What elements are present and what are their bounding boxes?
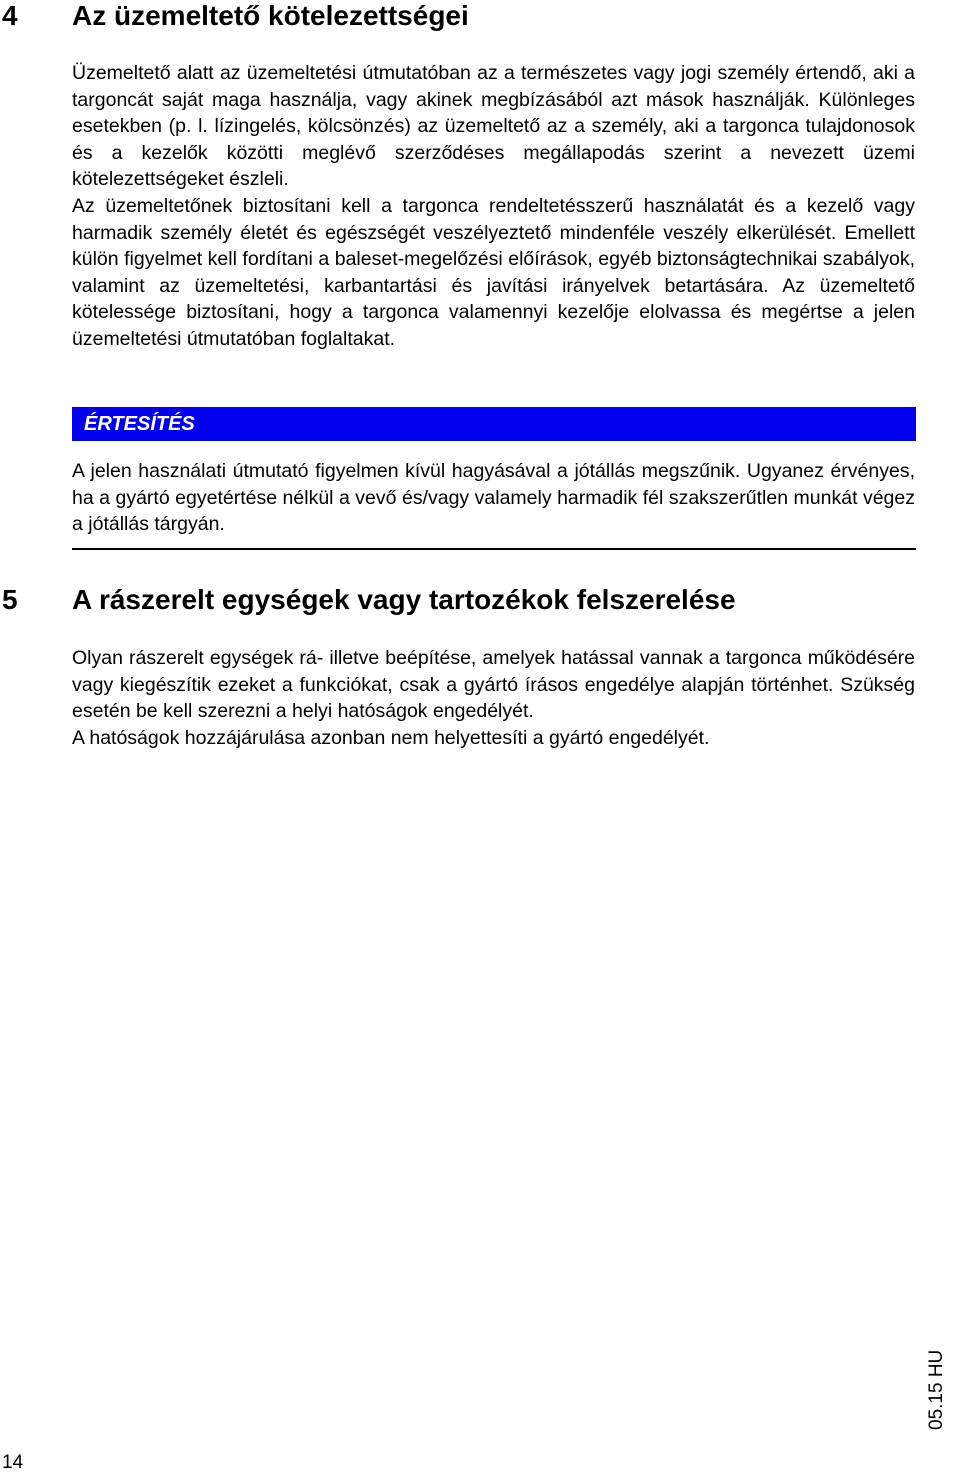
paragraph: A hatóságok hozzájárulása azonban nem helyettesíti a gyártó engedélyét. (72, 727, 710, 749)
divider (72, 548, 916, 550)
document-code: 05.15 HU (926, 1349, 947, 1430)
section-title: A rászerelt egységek vagy tartozékok felszerelése (72, 584, 736, 615)
section-number: 5 (2, 584, 18, 615)
section-number: 4 (2, 0, 18, 31)
page-number: 14 (2, 1452, 24, 1473)
paragraph: Olyan rászerelt egységek rá- illetve beépítése, amelyek hatással vannak a targonca működésére vagy kiegészítik ezeket a funkciókat, csak a gyártó írásos engedélye alapján történhet. Szükség esetén be kell szerezni a helyi hatóságok engedélyét. (72, 647, 915, 723)
section-title: Az üzemeltető kötelezettségei (72, 0, 469, 31)
notice-label: ÉRTESÍTÉS (84, 413, 195, 435)
paragraph: Üzemeltető alatt az üzemeltetési útmutatóban az a természetes vagy jogi személy értendő, aki a targoncát saját maga használja, vagy akinek megbízásából azt mások használják. Különleges esetekben (p. l. lízingelés, kölcsönzés) az üzemeltető az a személy, aki a targonca tulajdonosok és a kezelők közötti meglévő szerződéses megállapodás szerint a nevezett üzemi kötelezettségeket észleli. (72, 62, 915, 191)
paragraph: Az üzemeltetőnek biztosítani kell a targonca rendeltetésszerű használatát és a kezelő vagy harmadik személy életét és egészségét veszélyeztető mindenféle veszély elkerülését. Emellett külön figyelmet kell fordítani a baleset-megelőzési előírások, egyéb biztonságtechnikai szabályok, valamint az üzemeltetési, karbantartási és javítási irányelvek betartására. Az üzemeltető kötelessége biztosítani, hogy a targonca valamennyi kezelője elolvassa és megértse a jelen üzemeltetési útmutatóban foglaltakat. (72, 195, 915, 350)
notice-banner (72, 407, 916, 441)
notice-text: A jelen használati útmutató figyelmen kívül hagyásával a jótállás megszűnik. Ugyanez érvényes, ha a gyártó egyetértése nélkül a vevő és/vagy valamely harmadik fél szakszerűtlen munkát végez a jótállás tárgyán. (72, 460, 915, 536)
